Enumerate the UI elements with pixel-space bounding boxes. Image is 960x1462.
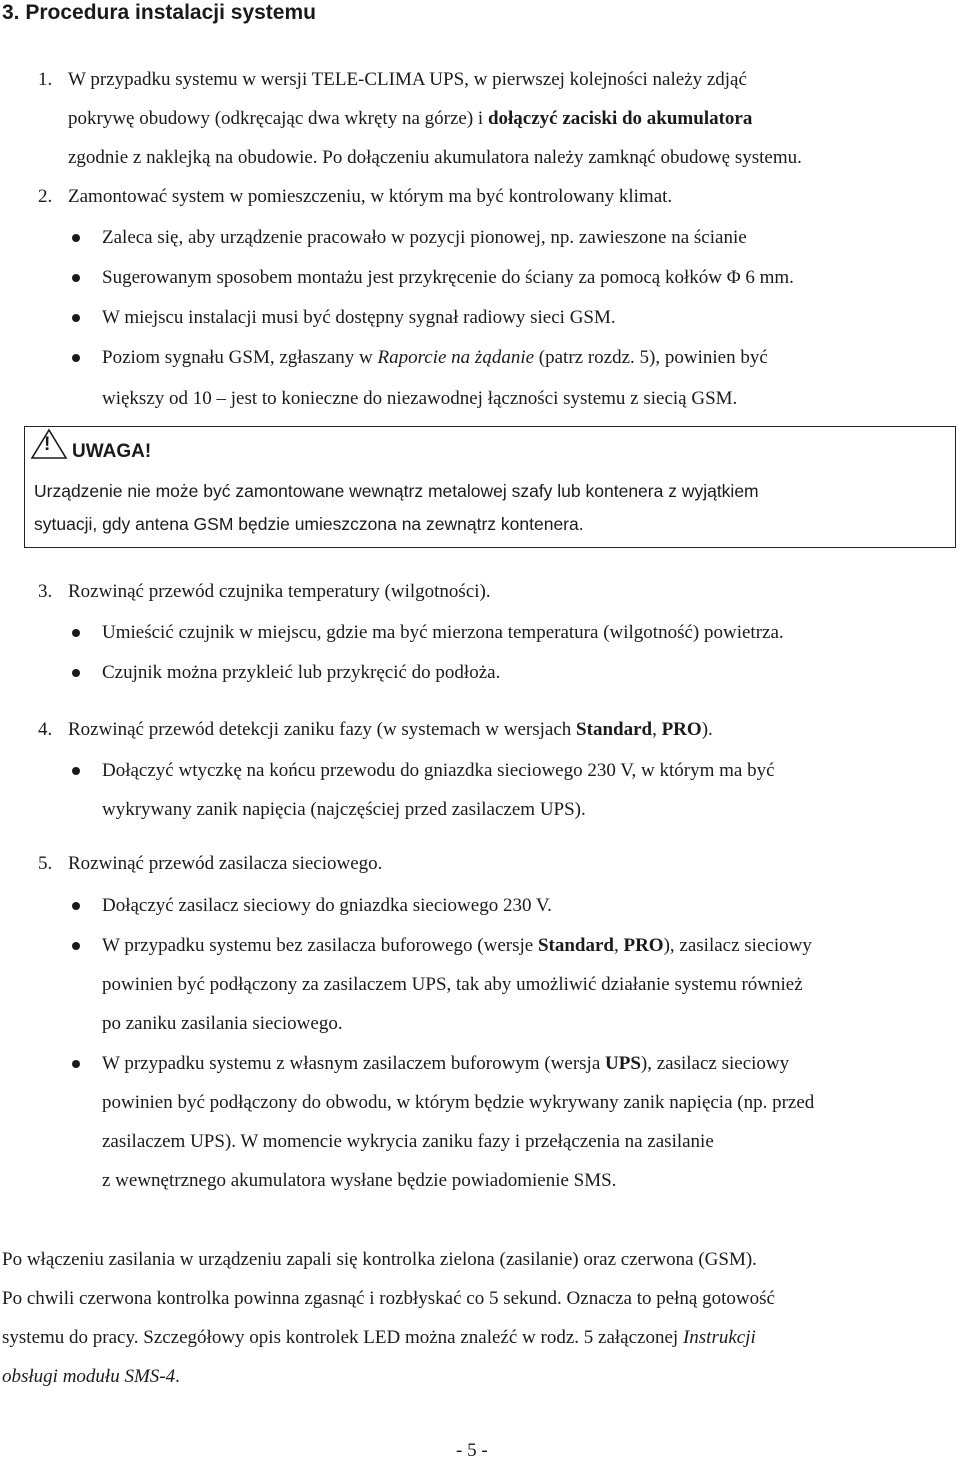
paragraph-line: Po chwili czerwona kontrolka powinna zgasnąć i rozbłyskać co 5 sekund. Oznacza to pełną gotowość: [2, 1288, 775, 1309]
bullet-text: Umieścić czujnik w miejscu, gdzie ma być mierzona temperatura (wilgotność) powietrza.: [102, 622, 784, 643]
bullet-text: Sugerowanym sposobem montażu jest przykręcenie do ściany za pomocą kołków Φ 6 mm.: [102, 267, 794, 288]
step-text: W przypadku systemu w wersji TELE-CLIMA UPS, w pierwszej kolejności należy zdjąć: [68, 69, 747, 90]
bullet-text: Dołączyć wtyczkę na końcu przewodu do gniazdka sieciowego 230 V, w którym ma być: [102, 760, 775, 781]
italic-reference: Instrukcji: [682, 1327, 756, 1348]
bullet-text: po zaniku zasilania sieciowego.: [102, 1013, 343, 1034]
version-label: Standard: [537, 935, 614, 956]
warning-title: UWAGA!: [72, 441, 152, 462]
bullet-text: zasilaczem UPS). W momencie wykrycia zaniku fazy i przełączenia na zasilanie: [102, 1131, 714, 1152]
bullet-text: Zaleca się, aby urządzenie pracowało w pozycji pionowej, np. zawieszone na ścianie: [102, 227, 747, 248]
step-number: 4.: [38, 719, 53, 740]
warning-text: Urządzenie nie może być zamontowane wewnątrz metalowej szafy lub kontenera z wyjątkiem: [34, 481, 759, 501]
bullet-text: wykrywany zanik napięcia (najczęściej przed zasilaczem UPS).: [102, 799, 586, 820]
bullet-text: większy od 10 – jest to konieczne do niezawodnej łączności systemu z siecią GSM.: [102, 388, 738, 409]
bullet-text: powinien być podłączony za zasilaczem UPS, tak aby umożliwić działanie systemu również: [102, 974, 803, 995]
warning-text: sytuacji, gdy antena GSM będzie umieszczona na zewnątrz kontenera.: [34, 514, 584, 534]
bullet-text: Czujnik można przykleić lub przykręcić do podłoża.: [102, 662, 501, 683]
bullet-icon: [72, 1060, 80, 1068]
italic-reference: Raporcie na żądanie: [377, 347, 535, 368]
bullet-text: W przypadku systemu bez zasilacza buforowego (wersje Standard, PRO), zasilacz sieciowy: [102, 935, 812, 956]
bullet-icon: [72, 669, 80, 677]
step-text: zgodnie z naklejką na obudowie. Po dołączeniu akumulatora należy zamknąć obudowę systemu.: [68, 147, 802, 168]
version-label: UPS: [605, 1053, 641, 1074]
bullet-text: powinien być podłączony do obwodu, w którym będzie wykrywany zanik napięcia (np. przed: [102, 1092, 815, 1113]
step-text: Rozwinąć przewód zasilacza sieciowego.: [68, 853, 383, 874]
step-text: pokrywę obudowy (odkręcając dwa wkręty na górze) i dołączyć zaciski do akumulatora: [68, 108, 753, 129]
step-number: 3.: [38, 581, 53, 602]
paragraph-line: systemu do pracy. Szczegółowy opis kontrolek LED można znaleźć w rodz. 5 załączonej Instrukcji: [2, 1327, 756, 1348]
italic-reference: obsługi modułu SMS-4: [2, 1366, 176, 1387]
bullet-icon: [72, 902, 80, 910]
step-text: Rozwinąć przewód detekcji zaniku fazy (w systemach w wersjach Standard, PRO).: [68, 719, 713, 740]
bullet-icon: [72, 629, 80, 637]
step-text: Rozwinąć przewód czujnika temperatury (wilgotności).: [68, 581, 491, 602]
bullet-text: Dołączyć zasilacz sieciowy do gniazdka sieciowego 230 V.: [102, 895, 552, 916]
step-number: 2.: [38, 186, 53, 207]
bullet-icon: [72, 274, 80, 282]
bullet-text: W przypadku systemu z własnym zasilaczem buforowym (wersja UPS), zasilacz sieciowy: [102, 1053, 790, 1074]
step-number: 5.: [38, 853, 53, 874]
bullet-icon: [72, 234, 80, 242]
step-text: Zamontować system w pomieszczeniu, w którym ma być kontrolowany klimat.: [68, 186, 673, 207]
bullet-text: W miejscu instalacji musi być dostępny sygnał radiowy sieci GSM.: [102, 307, 616, 328]
version-label: PRO: [661, 719, 702, 740]
bullet-icon: [72, 767, 80, 775]
bullet-icon: [72, 314, 80, 322]
bullet-text: Poziom sygnału GSM, zgłaszany w Raporcie na żądanie (patrz rozdz. 5), powinien być: [102, 347, 768, 368]
emphasis: dołączyć zaciski do akumulatora: [487, 108, 753, 129]
bullet-text: z wewnętrznego akumulatora wysłane będzie powiadomienie SMS.: [102, 1170, 617, 1191]
section-title: 3. Procedura instalacji systemu: [2, 1, 316, 24]
warning-symbol: !: [44, 434, 51, 455]
bullet-icon: [72, 942, 80, 950]
paragraph-line: Po włączeniu zasilania w urządzeniu zapali się kontrolka zielona (zasilanie) oraz czerwona (GSM).: [2, 1249, 757, 1270]
paragraph-line: obsługi modułu SMS-4.: [2, 1366, 180, 1387]
page-number: - 5 -: [456, 1440, 488, 1461]
version-label: Standard: [576, 719, 653, 740]
version-label: PRO: [623, 935, 664, 956]
step-number: 1.: [38, 69, 53, 90]
bullet-icon: [72, 354, 80, 362]
